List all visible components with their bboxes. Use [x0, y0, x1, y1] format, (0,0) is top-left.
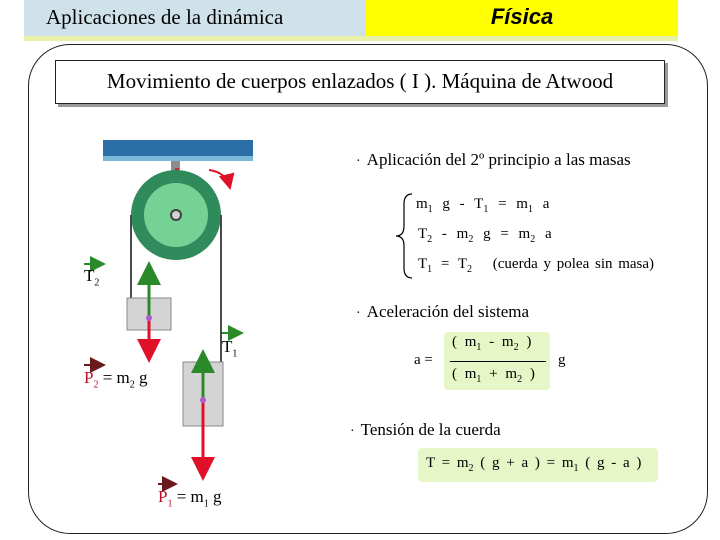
acceleration-factor: g — [558, 352, 566, 368]
header-course: Física — [366, 0, 678, 36]
t1-label: $T_1$ — [222, 337, 238, 360]
bullet-icon: · — [350, 424, 355, 439]
section1-heading: · Aplicación del 2º principio a las masas — [356, 150, 631, 169]
tension-equation: $T = m_2$ ( g + a ) = $m_1$ ( g - a ) — [426, 455, 642, 474]
section3-heading: · Tensión de la cuerda — [350, 420, 501, 439]
bullet-icon: · — [356, 306, 361, 321]
acceleration-lhs: a = — [414, 352, 433, 368]
slide-title: Movimiento de cuerpos enlazados ( I ). Máquina de Atwood — [55, 60, 665, 104]
p2-label: $P_2 = m_2$ g — [84, 368, 148, 391]
header-subject: Aplicaciones de la dinámica — [24, 0, 366, 36]
equation-2: $T_2 - m_2$ $g = m_2$ a — [418, 226, 552, 245]
equation-3: $T_1 = T_2$ (cuerda y polea sin masa) — [418, 256, 655, 275]
t2-label: $T_2$ — [84, 266, 100, 289]
p1-label: $P_1 = m_1$ g — [158, 487, 222, 510]
bullet-icon: · — [356, 154, 361, 169]
acceleration-numerator: ( $m_1 - m_2$ ) — [452, 334, 532, 353]
section2-heading: · Aceleración del sistema — [356, 302, 530, 321]
fraction-bar — [450, 361, 546, 362]
equation-1: $m_1$ $g - T_1 = m_1$ a — [416, 196, 550, 215]
acceleration-denominator: ( $m_1 + m_2$ ) — [452, 366, 535, 385]
